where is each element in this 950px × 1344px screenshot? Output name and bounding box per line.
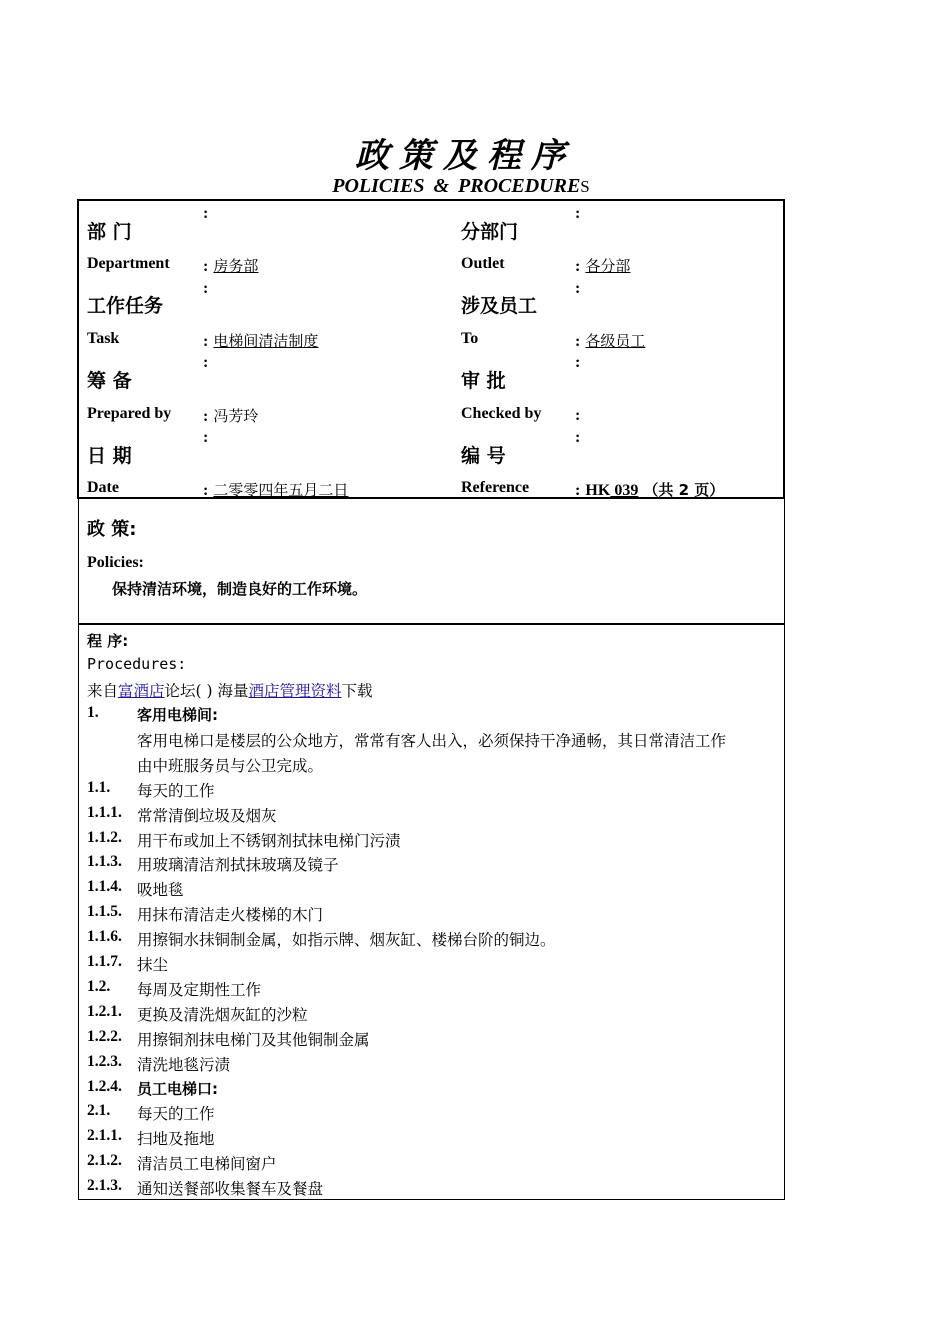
list-item bbox=[79, 878, 779, 902]
colon: : bbox=[575, 333, 581, 350]
date-value-wrap bbox=[203, 479, 348, 500]
policies-heading-zh: 政 策: bbox=[87, 519, 137, 540]
list-item bbox=[79, 1053, 779, 1077]
department-value: 房务部 bbox=[213, 257, 259, 275]
list-item-text: 用擦铜水抹铜制金属，如指示牌、烟灰缸、楼梯台阶的铜边。 bbox=[137, 931, 556, 950]
prepared-label-zh: 筹 备 bbox=[87, 370, 132, 392]
list-item bbox=[79, 729, 779, 753]
colon: : bbox=[203, 429, 209, 446]
colon: : bbox=[575, 280, 581, 297]
prepared-value-wrap bbox=[203, 405, 258, 426]
list-item-text: 清洗地毯污渍 bbox=[137, 1055, 231, 1074]
list-item bbox=[79, 853, 779, 877]
source-middle: 论坛( ) 海量 bbox=[164, 682, 249, 700]
policies-section bbox=[78, 499, 785, 625]
colon: : bbox=[203, 258, 209, 275]
list-item-text: 吸地毯 bbox=[137, 881, 184, 900]
list-item-text: 通知送餐部收集餐车及餐盘 bbox=[137, 1180, 324, 1199]
source-prefix: 来自 bbox=[87, 682, 119, 700]
colon: : bbox=[203, 408, 209, 425]
header-table bbox=[77, 199, 785, 499]
prepared-label-en: Prepared by bbox=[87, 405, 172, 422]
date-label-en: Date bbox=[87, 479, 119, 496]
document-title-chinese: 政策及程序 bbox=[355, 136, 575, 176]
to-value-wrap bbox=[575, 330, 645, 351]
task-label-zh: 工作任务 bbox=[87, 295, 164, 317]
list-item bbox=[79, 1028, 779, 1052]
list-item-number: 1.2. bbox=[87, 977, 111, 995]
list-item-text: 清洁员工电梯间窗户 bbox=[137, 1155, 277, 1174]
policies-heading-en: Policies: bbox=[87, 554, 144, 571]
list-item-text: 用玻璃清洁剂拭抹玻璃及镜子 bbox=[137, 856, 339, 875]
reference-value-wrap bbox=[575, 479, 724, 500]
list-item-number: 1.2.1. bbox=[87, 1002, 122, 1020]
list-item-number: 2.1.2. bbox=[87, 1152, 122, 1170]
list-item-number: 2.1.1. bbox=[87, 1127, 122, 1145]
colon: : bbox=[575, 258, 581, 275]
checked-value-wrap bbox=[575, 405, 580, 425]
list-item bbox=[79, 978, 779, 1002]
to-label-zh: 涉及员工 bbox=[461, 295, 538, 317]
list-item bbox=[79, 1177, 779, 1201]
list-item bbox=[79, 903, 779, 927]
list-item-number: 2.1. bbox=[87, 1102, 111, 1120]
reference-number: 039 bbox=[610, 482, 639, 499]
department-label-zh: 部 门 bbox=[87, 221, 132, 243]
task-label-en: Task bbox=[87, 330, 120, 347]
list-item-text: 常常清倒垃圾及烟灰 bbox=[137, 806, 277, 825]
department-value-wrap bbox=[203, 255, 258, 276]
list-item-number: 1.1.7. bbox=[87, 953, 122, 970]
list-item-number: 1.1.5. bbox=[87, 903, 122, 921]
list-item bbox=[79, 1078, 779, 1102]
list-item bbox=[79, 829, 779, 853]
colon: : bbox=[203, 482, 209, 499]
list-item-number: 2.1.3. bbox=[87, 1177, 122, 1195]
list-item-text: 每天的工作 bbox=[137, 1105, 215, 1124]
prepared-value: 冯芳玲 bbox=[213, 407, 259, 425]
colon: : bbox=[203, 280, 209, 297]
list-item bbox=[79, 1152, 779, 1176]
list-item-number: 1.1.6. bbox=[87, 928, 122, 946]
task-value: 电梯间清洁制度 bbox=[213, 332, 319, 350]
list-item-text: 用抹布清洁走火楼梯的木门 bbox=[137, 906, 324, 925]
list-item-number: 1.1.2. bbox=[87, 828, 122, 846]
list-item-number: 1.1.1. bbox=[87, 803, 122, 821]
list-item bbox=[79, 1102, 779, 1126]
date-value: 二零零四年五月二日 bbox=[213, 481, 349, 499]
list-item-number: 1.1.4. bbox=[87, 878, 122, 896]
source-line bbox=[87, 679, 373, 701]
colon: : bbox=[575, 407, 581, 424]
list-item bbox=[79, 779, 779, 803]
list-item-text: 由中班服务员与公卫完成。 bbox=[137, 756, 324, 775]
source-suffix: 下载 bbox=[341, 682, 373, 700]
list-item-text: 每天的工作 bbox=[137, 781, 215, 800]
list-item-number: 1.2.4. bbox=[87, 1077, 122, 1095]
colon: : bbox=[203, 354, 209, 371]
date-label-zh: 日 期 bbox=[87, 445, 132, 467]
list-item-text: 每周及定期性工作 bbox=[137, 980, 262, 999]
list-item-text: 员工电梯口: bbox=[137, 1079, 218, 1098]
to-label-en: To bbox=[461, 330, 479, 347]
list-item bbox=[79, 704, 779, 728]
colon: : bbox=[575, 429, 581, 446]
list-item-number: 1.1. bbox=[87, 778, 111, 796]
outlet-label-zh: 分部门 bbox=[461, 221, 519, 243]
list-item-number: 1.1.3. bbox=[87, 853, 122, 871]
list-item-text: 用擦铜剂抹电梯门及其他铜制金属 bbox=[137, 1030, 370, 1049]
hotel-link[interactable]: 富酒店 bbox=[118, 682, 165, 700]
list-item-text: 用干布或加上不锈钢剂拭抹电梯门污渍 bbox=[137, 831, 401, 850]
list-item-text: 客用电梯间: bbox=[137, 706, 218, 724]
list-item bbox=[79, 1127, 779, 1151]
reference-label-zh: 编 号 bbox=[461, 445, 506, 467]
colon: : bbox=[575, 205, 581, 222]
list-item-text: 客用电梯口是楼层的公众地方，常常有客人出入，必须保持干净通畅，其日常清洁工作 bbox=[137, 731, 727, 750]
list-item bbox=[79, 953, 779, 977]
colon: : bbox=[203, 333, 209, 350]
reference-label-en: Reference bbox=[461, 479, 530, 496]
list-item-number: 1.2.2. bbox=[87, 1027, 122, 1045]
document-title-english: POLICIES & PROCEDURES bbox=[332, 175, 590, 197]
policies-text: 保持清洁环境，制造良好的工作环境。 bbox=[112, 580, 368, 598]
checked-label-en: Checked by bbox=[461, 405, 542, 422]
list-item bbox=[79, 1003, 779, 1027]
outlet-value: 各分部 bbox=[585, 257, 631, 275]
list-item bbox=[79, 754, 779, 778]
department-label-en: Department bbox=[87, 255, 170, 272]
outlet-label-en: Outlet bbox=[461, 255, 505, 272]
procedures-heading-zh: 程 序: bbox=[87, 632, 129, 650]
list-item-text: 抹尘 bbox=[137, 956, 169, 974]
colon: : bbox=[203, 205, 209, 222]
hotel-management-link[interactable]: 酒店管理资料 bbox=[248, 682, 342, 700]
task-value-wrap bbox=[203, 330, 318, 351]
procedures-heading-en: Procedures: bbox=[87, 655, 187, 673]
reference-pages: （共 2 页） bbox=[643, 481, 725, 499]
procedures-section bbox=[78, 625, 785, 1200]
to-value: 各级员工 bbox=[585, 332, 646, 350]
list-item-text: 扫地及拖地 bbox=[137, 1130, 215, 1149]
list-item-number: 1.2.3. bbox=[87, 1052, 122, 1070]
colon: : bbox=[575, 354, 581, 371]
list-item-number: 1. bbox=[87, 704, 99, 721]
list-item bbox=[79, 928, 779, 952]
list-item bbox=[79, 804, 779, 828]
list-item-text: 更换及清洗烟灰缸的沙粒 bbox=[137, 1005, 308, 1024]
checked-label-zh: 审 批 bbox=[461, 370, 506, 392]
colon: : bbox=[575, 482, 581, 499]
outlet-value-wrap bbox=[575, 255, 630, 276]
reference-prefix: HK bbox=[585, 482, 611, 499]
